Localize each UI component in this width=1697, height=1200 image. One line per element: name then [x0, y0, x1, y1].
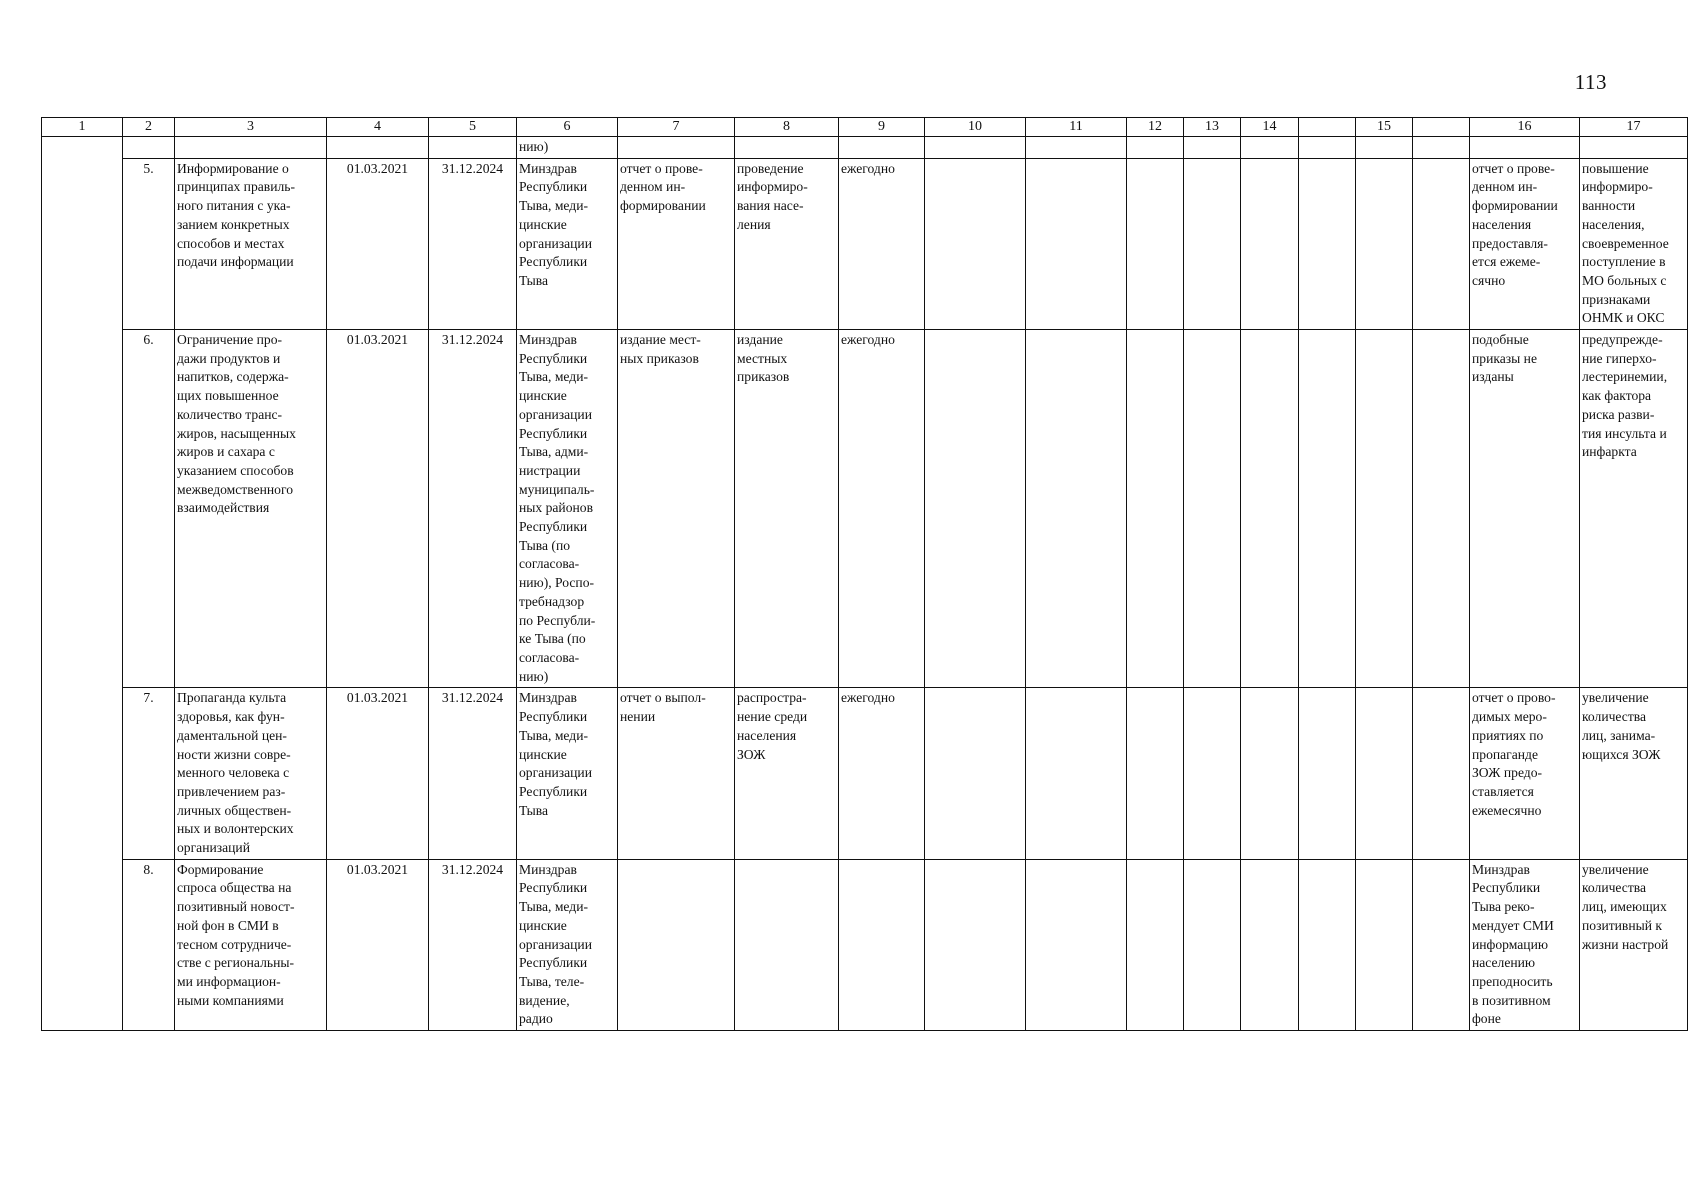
row-number: 5.	[123, 158, 175, 329]
end-date: 31.12.2024	[429, 688, 517, 859]
table-cell	[925, 330, 1026, 688]
frequency-cell: ежегодно	[839, 330, 925, 688]
table-cell	[839, 137, 925, 159]
table-cell	[1580, 137, 1688, 159]
table-cell	[1184, 859, 1241, 1030]
status-cell: отчет о прове- денном ин- формировании населения предоставля- ется ежеме- сячно	[1470, 158, 1580, 329]
table-cell	[1026, 330, 1127, 688]
row-number: 8.	[123, 859, 175, 1030]
end-date: 31.12.2024	[429, 859, 517, 1030]
table-cell	[1127, 158, 1184, 329]
header-cell: 15	[1356, 118, 1413, 137]
executor-cell: Минздрав Республики Тыва, меди- цинские организации Республики Тыва, адми- нистрации муниципаль- ных районов Республики Тыва (по согласова- нию), Роспо- требнадзор по Республи- ке Тыва (по согласова- нию)	[517, 330, 618, 688]
frequency-cell	[839, 859, 925, 1030]
row-number: 7.	[123, 688, 175, 859]
result-cell: издание мест- ных приказов	[618, 330, 735, 688]
header-cell: 7	[618, 118, 735, 137]
table-cell	[1356, 137, 1413, 159]
end-date: 31.12.2024	[429, 330, 517, 688]
table-cell	[1184, 688, 1241, 859]
table-cell	[925, 158, 1026, 329]
table-row-continuation	[42, 137, 1688, 159]
header-cell	[1413, 118, 1470, 137]
table-cell	[1413, 859, 1470, 1030]
table-cell	[1413, 137, 1470, 159]
effect-cell: повышение информиро- ванности населения, своевременное поступление в МО больных с признаками ОНМК и ОКС	[1580, 158, 1688, 329]
start-date: 01.03.2021	[327, 859, 429, 1030]
start-date: 01.03.2021	[327, 330, 429, 688]
table-cell	[1026, 859, 1127, 1030]
section-cell	[42, 137, 123, 1031]
table-cell	[1299, 137, 1356, 159]
status-cell: подобные приказы не изданы	[1470, 330, 1580, 688]
table-cell	[1470, 137, 1580, 159]
indicator-cell: издание местных приказов	[735, 330, 839, 688]
frequency-cell: ежегодно	[839, 688, 925, 859]
table-cell	[925, 137, 1026, 159]
header-cell: 9	[839, 118, 925, 137]
result-cell: отчет о прове- денном ин- формировании	[618, 158, 735, 329]
table-cell	[1127, 330, 1184, 688]
table-cell	[1184, 137, 1241, 159]
header-cell: 12	[1127, 118, 1184, 137]
header-cell: 17	[1580, 118, 1688, 137]
status-cell: отчет о прово- димых меро- приятиях по пропаганде ЗОЖ предо- ставляется ежемесячно	[1470, 688, 1580, 859]
indicator-cell: проведение информиро- вания насе- ления	[735, 158, 839, 329]
table-cell	[1127, 688, 1184, 859]
table-cell	[1026, 137, 1127, 159]
table-cell	[1127, 859, 1184, 1030]
header-cell: 2	[123, 118, 175, 137]
table-cell	[175, 137, 327, 159]
table-cell	[1356, 859, 1413, 1030]
table-row	[42, 158, 1688, 329]
table-cell	[925, 859, 1026, 1030]
table-cell	[618, 137, 735, 159]
table-row	[42, 688, 1688, 859]
table-cell	[1026, 158, 1127, 329]
table-cell	[1356, 688, 1413, 859]
header-cell: 13	[1184, 118, 1241, 137]
header-cell: 14	[1241, 118, 1299, 137]
table-cell	[925, 688, 1026, 859]
table-cell	[1241, 859, 1299, 1030]
measures-table	[41, 117, 1688, 1031]
table-cell	[1299, 158, 1356, 329]
effect-cell: предупрежде- ние гиперхо- лестеринемии, как фактора риска разви- тия инсульта и инфаркта	[1580, 330, 1688, 688]
row-number: 6.	[123, 330, 175, 688]
table-cell	[123, 137, 175, 159]
header-cell	[1299, 118, 1356, 137]
header-cell: 6	[517, 118, 618, 137]
header-cell: 4	[327, 118, 429, 137]
header-cell: 8	[735, 118, 839, 137]
table-cell	[1127, 137, 1184, 159]
start-date: 01.03.2021	[327, 158, 429, 329]
table-cell	[1413, 330, 1470, 688]
table-cell	[1413, 688, 1470, 859]
status-cell: Минздрав Республики Тыва реко- мендует СМИ информацию населению преподносить в позитивном фоне	[1470, 859, 1580, 1030]
result-cell: отчет о выпол- нении	[618, 688, 735, 859]
table-cell	[735, 137, 839, 159]
measure-name: Пропаганда культа здоровья, как фун- даментальной цен- ности жизни совре- менного человека с привлечением раз- личных обществен- ных и волонтерских организаций	[175, 688, 327, 859]
header-cell: 16	[1470, 118, 1580, 137]
start-date: 01.03.2021	[327, 688, 429, 859]
table-row	[42, 330, 1688, 688]
measure-name: Ограничение про- дажи продуктов и напитков, содержа- щих повышенное количество транс- жиров, насыщенных жиров и сахара с указанием способов межведомственного взаимодействия	[175, 330, 327, 688]
executor-cell: Минздрав Республики Тыва, меди- цинские организации Республики Тыва, теле- видение, радио	[517, 859, 618, 1030]
table-cell	[1026, 688, 1127, 859]
header-cell: 5	[429, 118, 517, 137]
table-cell	[1241, 137, 1299, 159]
table-cell	[1241, 330, 1299, 688]
effect-cell: увеличение количества лиц, имеющих позитивный к жизни настрой	[1580, 859, 1688, 1030]
table-cell	[1413, 158, 1470, 329]
executor-cell: нию)	[517, 137, 618, 159]
header-cell: 11	[1026, 118, 1127, 137]
table-cell	[1184, 158, 1241, 329]
table-cell	[1241, 158, 1299, 329]
executor-cell: Минздрав Республики Тыва, меди- цинские организации Республики Тыва	[517, 688, 618, 859]
end-date: 31.12.2024	[429, 158, 517, 329]
table-cell	[327, 137, 429, 159]
measure-name: Формирование спроса общества на позитивный новост- ной фон в СМИ в тесном сотрудниче- стве с региональны- ми информацион- ными компаниями	[175, 859, 327, 1030]
frequency-cell: ежегодно	[839, 158, 925, 329]
indicator-cell	[735, 859, 839, 1030]
table-cell	[1356, 330, 1413, 688]
table-row	[42, 859, 1688, 1030]
table-cell	[1241, 688, 1299, 859]
table-cell	[1299, 330, 1356, 688]
indicator-cell: распростра- нение среди населения ЗОЖ	[735, 688, 839, 859]
result-cell	[618, 859, 735, 1030]
table-cell	[1299, 859, 1356, 1030]
table-cell	[1299, 688, 1356, 859]
effect-cell: увеличение количества лиц, занима- ющихся ЗОЖ	[1580, 688, 1688, 859]
table-cell	[1184, 330, 1241, 688]
page-number: 113	[1574, 70, 1607, 94]
header-cell: 3	[175, 118, 327, 137]
header-row	[42, 118, 1688, 137]
table-cell	[429, 137, 517, 159]
table-cell	[1356, 158, 1413, 329]
header-cell: 1	[42, 118, 123, 137]
measure-name: Информирование о принципах правиль- ного питания с ука- занием конкретных способов и местах подачи информации	[175, 158, 327, 329]
header-cell: 10	[925, 118, 1026, 137]
executor-cell: Минздрав Республики Тыва, меди- цинские организации Республики Тыва	[517, 158, 618, 329]
